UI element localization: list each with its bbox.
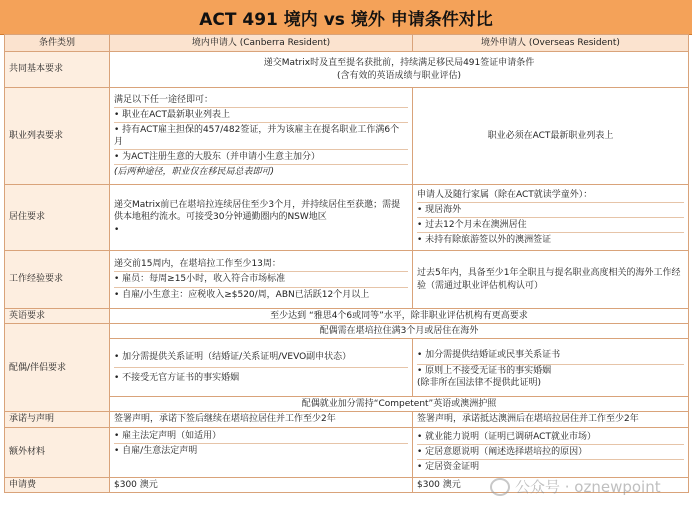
table-row [5, 427, 689, 477]
row-label: 英语要求 [5, 309, 110, 324]
header-category: 条件类别 [5, 35, 110, 52]
row-label: 共同基本要求 [5, 52, 110, 88]
list-item: • 就业能力说明（证明已调研ACT就业市场） [417, 430, 684, 445]
list-item: • 定居资金证明 [417, 462, 480, 473]
list-item: • 过去12个月未在澳洲居住 [417, 218, 684, 233]
list-item: • 持有ACT雇主担保的457/482签证，并为该雇主在提名职业工作满6个月 [114, 123, 408, 150]
page-title: ACT 491 境内 vs 境外 申请条件对比 [0, 0, 692, 35]
row-cell [110, 52, 689, 88]
row-cell: 签署声明，承诺抵达澳洲后在堪培拉居住并工作至少2年 [413, 412, 689, 427]
list-item: • 现居海外 [417, 203, 684, 218]
table-row [5, 185, 689, 251]
row-label: 额外材料 [5, 427, 110, 477]
cell-text: 申请人及随行家属（除在ACT就读学童外）： [417, 188, 684, 203]
cell-text: 满足以下任一途径即可： [114, 93, 408, 108]
list-item: • 原则上不接受无证书的事实婚姻 [417, 366, 552, 377]
list-item: • 为ACT注册生意的大股东（并申请小生意主加分） [114, 150, 408, 165]
table-row [5, 52, 689, 88]
row-cell [110, 339, 413, 397]
table-row [5, 324, 689, 339]
row-cell [110, 427, 413, 477]
watermark-text: 公众号 · oznewpoint [515, 478, 661, 496]
cell-text: 递交Matrix时及直至提名获批前，持续满足移民局491签证申请条件 [263, 58, 535, 69]
row-cell: $300 澳元 [413, 477, 689, 492]
table-row [5, 412, 689, 427]
list-item: • 自雇/小生意主：应税收入≥$520/周，ABN已活跃12个月以上 [114, 289, 370, 300]
row-cell: 职业必须在ACT最新职业列表上 [413, 88, 689, 185]
row-label: 工作经验要求 [5, 251, 110, 309]
row-cell: 至少达到 “雅思4个6或同等”水平，除非职业评估机构有更高要求 [110, 309, 689, 324]
row-label: 居住要求 [5, 185, 110, 251]
table-row [5, 309, 689, 324]
comparison-table [4, 34, 689, 493]
watermark [490, 476, 661, 497]
row-label: 承诺与声明 [5, 412, 110, 427]
cell-text: (含有效的英语成绩与职业评估) [336, 70, 462, 81]
row-cell: $300 澳元 [110, 477, 413, 492]
table-header-row [5, 35, 689, 52]
row-cell: 签署声明，承诺下签后继续在堪培拉居住并工作至少2年 [110, 412, 413, 427]
header-onshore: 境内申请人 (Canberra Resident) [110, 35, 413, 52]
row-cell [413, 427, 689, 477]
header-offshore: 境外申请人 (Overseas Resident) [413, 35, 689, 52]
list-item: • 雇员：每周≥15小时，收入符合市场标准 [114, 272, 408, 287]
note-text: (后两种途径，职业仅在移民局总表即可) [114, 167, 275, 178]
row-cell: 配偶需在堪培拉住满3个月或居住在海外 [110, 324, 689, 339]
row-cell: 过去5年内，具备至少1年全职且与提名职业高度相关的海外工作经验（需通过职业评估机构认可） [413, 251, 689, 309]
wechat-icon [490, 478, 510, 496]
list-item: • 未持有除旅游签以外的澳洲签证 [417, 235, 552, 246]
list-item: • 不接受无官方证书的事实婚姻 [114, 373, 240, 384]
row-label: 申请费 [5, 477, 110, 492]
table-row [5, 251, 689, 309]
row-cell [413, 339, 689, 397]
row-cell [110, 251, 413, 309]
cell-text: • [114, 224, 120, 235]
row-cell [110, 185, 413, 251]
list-item: • 定居意愿说明（阐述选择堪培拉的原因） [417, 445, 684, 460]
list-item: • 雇主法定声明（如适用） [114, 429, 408, 444]
list-item: • 加分需提供结婚证或民事关系证书 [417, 346, 684, 365]
note-text: (除非所在国法律不提供此证明) [417, 378, 542, 389]
row-cell: 配偶就业加分需持“Competent”英语或澳洲护照 [110, 397, 689, 412]
row-label: 职业列表要求 [5, 88, 110, 185]
list-item: • 自雇/生意法定声明 [114, 445, 198, 456]
list-item: • 职业在ACT最新职业列表上 [114, 108, 408, 123]
row-cell [110, 88, 413, 185]
list-item: • 加分需提供关系证明（结婚证/关系证明/VEVO副申状态） [114, 347, 408, 368]
row-cell [413, 185, 689, 251]
cell-text: 递交前15周内，在堪培拉工作至少13周： [114, 257, 408, 272]
cell-text: 递交Matrix前已在堪培拉连续居住至少3个月，并持续居住至获邀；需提供本地租约流水。可接受30分钟通勤圈内的NSW地区 [114, 200, 401, 223]
table-row [5, 88, 689, 185]
row-label: 配偶/伴侣要求 [5, 324, 110, 412]
